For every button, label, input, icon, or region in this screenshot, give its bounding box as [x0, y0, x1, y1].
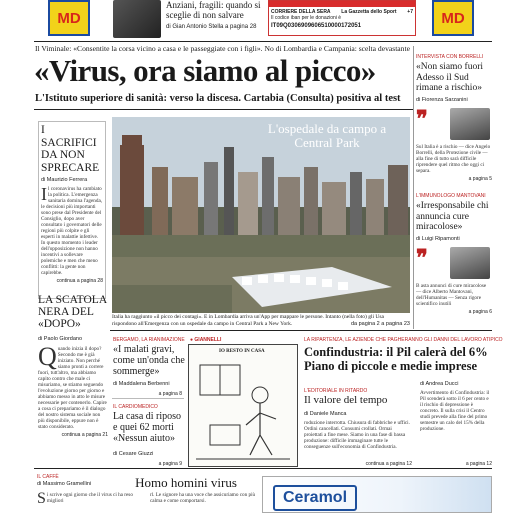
bergamo-author: di Maddalena Berbenni — [113, 381, 170, 387]
la7-logo: +7 — [407, 9, 413, 15]
md-logo-text: MD — [441, 9, 465, 27]
corriere-logo: CORRIERE DELLA SERA — [271, 9, 331, 15]
article-author: di Fiorenza Sarzanini — [416, 96, 468, 103]
article-sacrifici[interactable] — [38, 121, 106, 299]
continue-link[interactable]: continua a pagina 21 — [61, 432, 108, 438]
cartoon-drawing — [190, 355, 298, 467]
bergamo-label: BERGAMO, LA RIANIMAZIONE — [113, 337, 185, 343]
cartoon-dot-icon: ● — [190, 337, 194, 343]
bergamo-page[interactable]: a pagina 8 — [158, 391, 182, 397]
headline-kicker: Il Viminale: «Consentite la corsa vicino a casa e le passeggiate con i figli». No di Lombardia e Campania: scelta devastante — [35, 44, 410, 53]
gazzetta-logo: La Gazzetta dello Sport — [341, 9, 397, 15]
article-body: Sul Italia è a rischio — dice Angelo Borrelli, della Protezione civile — alla fine di tutto sarà difficile riprendere quel ritmo che oggi ci separa. — [416, 143, 491, 174]
main-headline[interactable]: «Virus, ora siamo al picco» — [34, 53, 376, 88]
promo-page: a pagina 28 — [225, 24, 257, 30]
promo-author: di Gian Antonio Stella — [166, 24, 224, 30]
caffe-title[interactable]: Homo homini virus — [135, 475, 237, 490]
cartoon-label: GIANNELLI — [194, 337, 222, 343]
caption-pages[interactable]: da pagina 2 a pagina 23 — [350, 320, 410, 327]
article-author: di Paolo Giordano — [38, 336, 83, 342]
bottom-divider — [34, 468, 492, 469]
caffe-author: di Massimo Gramellini — [37, 481, 92, 487]
giannelli-cartoon[interactable] — [188, 344, 298, 467]
photo-caption — [112, 314, 410, 327]
mantovani-portrait — [450, 247, 490, 279]
borrelli-portrait — [450, 108, 490, 140]
cartoon-section — [190, 337, 221, 343]
caffe-label: IL CAFFÈ — [37, 474, 59, 480]
economy-title[interactable]: Confindustria: il Pil calerà del 6% Piano di piccole e medie imprese — [304, 345, 488, 373]
drop-cap: Q — [38, 342, 57, 371]
article-body: l coronavirus ha cambiato la politica. L'emergenza sanitaria domina l'agenda, le decisioni più importanti sono prese dal Presidente del Consiglio, dopo aver consultato i governatori delle regioni più colpite e gli esperti in malattie infettive. In questo momento i leader dell'opposizione non hanno incentivi a sollevare polemiche e men che meno conflitti: la gente non capirebbe. — [41, 186, 103, 276]
main-subhead: L'Istituto superiore di sanità: verso la discesa. Cartabia (Consulta) positiva al test — [35, 93, 401, 104]
md-logo-text: MD — [57, 9, 81, 27]
photo-overlay-title: L'ospedale da campo a Central Park — [267, 121, 387, 150]
charity-iban: IT09Q0306909606510000172051 — [271, 23, 362, 29]
charity-box — [268, 0, 416, 36]
editorial-continue[interactable]: continua a pagina 12 — [365, 461, 412, 467]
caffe-body — [37, 492, 147, 506]
article-author: di Maurizio Ferrera — [41, 177, 88, 183]
pil-author: di Andrea Ducci — [420, 381, 459, 387]
editorial-title[interactable]: Il valore del tempo — [304, 394, 388, 406]
page-ref[interactable]: a pagina 5 — [468, 175, 492, 182]
interview-mantovani[interactable] — [416, 193, 492, 315]
central-park-photo[interactable] — [112, 117, 410, 313]
drop-cap: S — [37, 490, 46, 507]
drop-cap: I — [41, 184, 47, 204]
bergamo-title[interactable]: «I malati gravi, come un'onda che sommerge» — [113, 344, 185, 377]
article-title: LA SCATOLA NERA DEL «DOPO» — [38, 294, 107, 330]
promo-title: Anziani, fragili: quando si sceglie di non salvare — [166, 0, 261, 20]
article-label: L'IMMUNOLOGO MANTOVANI — [416, 193, 486, 199]
editorial-label: L'EDITORIALE IN RITARDO — [304, 388, 368, 394]
cardio-author: di Cesare Giuzzi — [113, 451, 154, 457]
quote-icon: ❞ — [416, 244, 428, 270]
charity-line: Il codice iban per le donazioni è — [271, 15, 342, 21]
promo-teaser[interactable] — [166, 0, 264, 32]
continue-link[interactable]: continua a pagina 28 — [56, 278, 103, 284]
article-author: di Luigi Ripamonti — [416, 235, 460, 242]
md-logo-left[interactable] — [48, 0, 90, 36]
article-body: B asta annunci di cure miracolose — dice Alberto Mantovani, dell'Humanitas — Senza rigore scientifico inutili — [416, 282, 487, 307]
ceramol-ad[interactable] — [262, 476, 492, 513]
pil-body: Avvertimento di Confindustria: il Pil scenderà sotto il 6 per cento e il rischio di depressione è concreto. Il sulla crisi il Centro studi prevede alla fine del primo semestre un calo del 15% della produzione. — [420, 390, 490, 432]
editorial-body: roduzione interrotta. Chiusura di fabbriche e uffici. Ordini cancellati. Consumi crollati. Ormai proiettati a fine mese. Siamo in una fase di bassa produzione: difficile immaginare tutte le conseguenze sull'economia di Confindustria. — [304, 420, 410, 450]
interview-borrelli[interactable] — [416, 54, 492, 182]
top-divider — [34, 41, 492, 42]
article-body: uando inizia il dopo? Secondo me è già iniziato. Non perché siamo pronti a correre fuori, tutt'altro, ma abbiamo capito contro che male ci misuriamo, se stiamo seguendo l'evoluzione giorno per giorno e abbiamo messo in atto le misure necessarie per contenerlo. Capire a cosa ci prepariamo è il dialogo del nostro sistema sociale non più disponibile, eppure non è stato considerato. — [38, 346, 107, 430]
middle-divider — [112, 398, 184, 399]
article-label: INTERVISTA CON BORRELLI — [416, 54, 484, 60]
cardio-page[interactable]: a pagina 9 — [158, 461, 182, 467]
article-title: I SACRIFICI DA NON SPRECARE — [41, 124, 100, 174]
article-title: «Irresponsabile chi annuncia cure miracolose» — [416, 201, 489, 232]
article-title: «Non siamo fuori Adesso il Sud rimane a rischio» — [416, 62, 484, 93]
sidebar-divider — [413, 46, 414, 329]
caffe-text: i scrive ogni giorno che il virus ci ha reso migliori — [46, 492, 133, 504]
cardio-title[interactable]: La casa di riposo e quei 62 morti «Nessun aiuto» — [113, 411, 182, 444]
cartoon-caption: IO RESTO IN CASA — [219, 349, 265, 354]
editorial-author: di Daniele Manca — [304, 411, 347, 417]
cardio-label: IL CARDIOMEDICO — [113, 404, 158, 410]
caffe-text-2: rl. Le signore ha una voce che assicuriamo con più calma e come comportarsi. — [150, 492, 256, 504]
top-banner — [0, 0, 530, 40]
economy-label: LA RIPARTENZA, LE AZIENDE CHE PAGHERANNO GLI DANNI DEL LAVORO ATIPICO — [304, 337, 503, 343]
page-ref[interactable]: a pagina 6 — [468, 308, 492, 315]
mid-divider — [110, 330, 492, 331]
ceramol-logo: Ceramol — [273, 485, 357, 511]
quote-icon: ❞ — [416, 105, 428, 131]
caption-text: Italia ha raggiunto «il picco dei contagi». E in Lombardia arriva un'App per mappare le persone. Intanto (nella foto) gli Usa rispondono all'Emergenza con un ospedale da campo in Central Park a New York. — [112, 314, 384, 327]
headline-divider — [34, 109, 414, 110]
md-logo-right[interactable] — [432, 0, 474, 36]
article-scatola[interactable] — [38, 294, 108, 438]
promo-photo — [113, 0, 161, 38]
pil-page[interactable]: a pagina 12 — [465, 461, 492, 467]
